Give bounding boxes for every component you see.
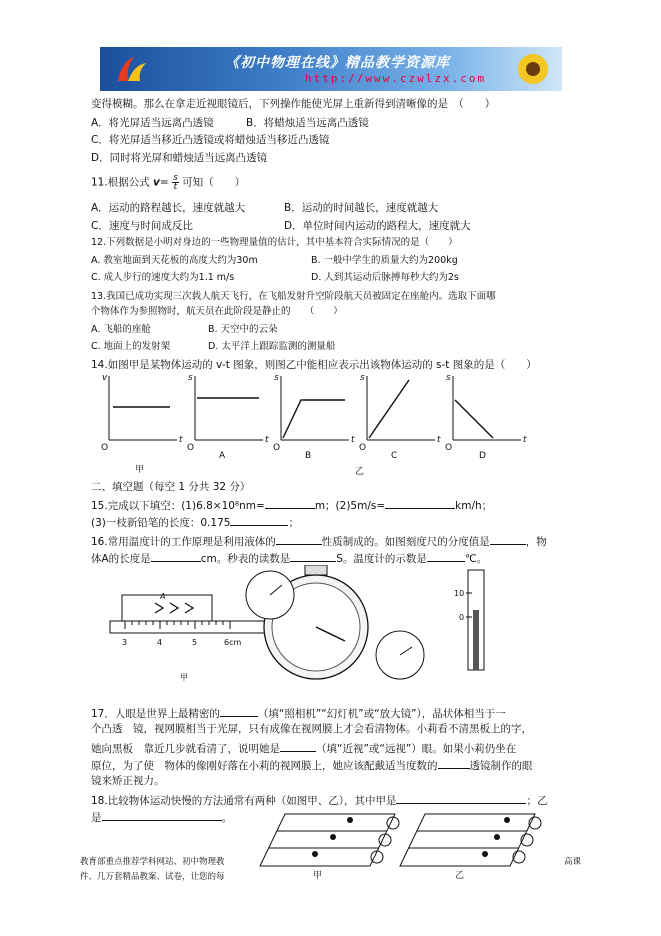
- fig-jia-label: 甲: [135, 465, 145, 475]
- q18-blank-2[interactable]: [102, 809, 222, 821]
- origin-label: O: [101, 443, 109, 453]
- q12-option-a: A. 教室地面到天花板的高度大约为30m: [91, 255, 258, 266]
- formula-v: v: [153, 176, 160, 189]
- svg-text:O: O: [445, 443, 453, 453]
- svg-text:t: t: [523, 435, 527, 445]
- q12-option-c: C. 成人步行的速度大约为1.1 m/s: [91, 272, 235, 283]
- q15-blank-3[interactable]: [230, 514, 288, 526]
- q16-blank-2[interactable]: [490, 533, 526, 545]
- q10-option-b: B．将蜡烛适当远离凸透镜: [246, 117, 369, 129]
- svg-text:t: t: [265, 435, 269, 445]
- q17-line4: 原位，为了使 物体的像刚好落在小莉的视网膜上，她应该配戴适当度数的 透镜制作的眼: [91, 757, 533, 773]
- q13-option-b: B. 天空中的云朵: [208, 324, 278, 335]
- q17-line5: 镜来矫正视力。: [91, 775, 165, 787]
- q10-stem: 变得模糊。那么在拿走近视眼镜后，下列操作能使光屏上重新得到清晰像的是 （ ）: [91, 98, 496, 110]
- fig-yi-label: 乙: [355, 467, 365, 477]
- graph-c-st: [367, 376, 435, 440]
- sunflower-icon: [510, 51, 556, 87]
- svg-text:s: s: [446, 373, 451, 383]
- svg-text:10: 10: [454, 589, 465, 598]
- q12-stem: 12.下列数据是小明对身边的一些物理量值的估计，其中基本符合实际情况的是（ ）: [91, 237, 458, 248]
- q13-option-d: D. 太平洋上跟踪监测的测量船: [208, 341, 336, 352]
- q18-line2: 是 。: [91, 809, 232, 825]
- graph-a-st: [195, 376, 263, 440]
- svg-text:4: 4: [157, 638, 163, 647]
- ruler-fig-jia-label: 甲: [180, 673, 188, 682]
- svg-text:0: 0: [459, 613, 465, 622]
- q14-stem: 14.如图甲是某物体运动的 v-t 图象，则图乙中能相应表示出该物体运动的 s-t 图象的是（ ）: [91, 359, 537, 371]
- axis-v-label: v: [102, 373, 108, 383]
- q13-stem-line1: 13.我国已成功实现三次载人航天飞行，在飞船发射升空阶段航天员被固定在座舱内。选取下面哪: [91, 291, 496, 302]
- svg-text:3: 3: [122, 638, 128, 647]
- q17-line2: 个凸透 镜，视网膜相当于光屏，只有成像在视网膜上才会看清物体。小莉看不清黑板上的字，: [91, 723, 532, 735]
- q16-blank-4[interactable]: [290, 550, 336, 562]
- banner-url[interactable]: http://www.czwlzx.com: [305, 72, 487, 85]
- q11-stem: 11.根据公式 v= $\frac{s}{t}$ 可知（ ）: [91, 173, 246, 192]
- graph-jia-vt: [109, 376, 177, 440]
- q12-option-b: B. 一般中学生的质量大约为200kg: [311, 255, 458, 266]
- q11-option-c: C．速度与时间成反比: [91, 220, 193, 232]
- q15-line2: (3)一枝新铅笔的长度：0.175 ；: [91, 514, 299, 530]
- q17-blank-3[interactable]: [438, 757, 470, 769]
- q16-figures: [100, 565, 530, 695]
- q16-blank-1[interactable]: [276, 533, 322, 545]
- q18-fig-yi-label: 乙: [455, 871, 465, 881]
- q16-blank-3[interactable]: [151, 550, 201, 562]
- fig-b-label: B: [305, 451, 312, 461]
- svg-text:t: t: [179, 435, 183, 445]
- q11-option-a: A．运动的路程越长，速度就越大: [91, 202, 246, 214]
- q18-figures: [255, 806, 555, 881]
- q16-line2: 体A的长度是 cm。秒表的读数是 S。温度计的示数是 ℃。: [91, 550, 487, 566]
- svg-text:O: O: [187, 443, 195, 453]
- svg-text:t: t: [437, 435, 441, 445]
- footer-line1: 教育部重点推荐学科网站、初中物理教: [80, 857, 225, 867]
- q18-blank-1[interactable]: [396, 792, 526, 804]
- q18-line1: 18.比较物体运动快慢的方法通常有两种（如图甲、乙），其中甲是 ；乙: [91, 792, 547, 808]
- svg-text:s: s: [274, 373, 279, 383]
- q10-option-c: C．将光屏适当移近凸透镜或将蜡烛适当移近凸透镜: [91, 134, 330, 146]
- q16-line1: 16.常用温度计的工作原理是利用液体的 性质制成的。如图刻度尺的分度值是 ，物: [91, 533, 547, 549]
- svg-text:t: t: [351, 435, 355, 445]
- q18-fig-jia-label: 甲: [313, 871, 323, 881]
- q15-blank-1[interactable]: [265, 497, 315, 509]
- svg-text:5: 5: [192, 638, 198, 647]
- footer-line1-right: 高课: [564, 857, 582, 867]
- q14-graphs: [95, 370, 535, 480]
- q17-blank-1[interactable]: [220, 705, 258, 717]
- formula-numerator: s: [173, 173, 178, 183]
- section-heading: 二、填空题（每空 1 分共 32 分）: [91, 481, 251, 493]
- site-logo-icon: [114, 53, 150, 85]
- q17-line3: 她向黑板 靠近几步就看清了，说明她是 （填“近视”或“远视”）眼。如果小莉仍坐在: [91, 740, 516, 756]
- footer-line2: 件、几万套精品教案、试卷，让您的每: [80, 872, 225, 882]
- q11-option-d: D．单位时间内运动的路程大，速度就大: [284, 220, 471, 232]
- thermometer-figure: [454, 570, 484, 670]
- formula-denominator: t: [173, 182, 178, 192]
- svg-text:O: O: [359, 443, 367, 453]
- q10-option-d: D．同时将光屏和蜡烛适当远离凸透镜: [91, 152, 268, 164]
- q10-option-a: A．将光屏适当远离凸透镜: [91, 117, 214, 129]
- q13-option-c: C. 地面上的发射架: [91, 341, 171, 352]
- ruler-figure: [110, 592, 270, 682]
- block-a-label: A: [160, 592, 166, 601]
- q17-blank-2[interactable]: [280, 740, 316, 752]
- fig-a-label: A: [219, 451, 226, 461]
- fig-d-label: D: [479, 451, 486, 461]
- svg-text:O: O: [273, 443, 281, 453]
- q13-option-a: A. 飞船的座舱: [91, 324, 151, 335]
- q17-line1: 17．人眼是世界上最精密的 （填“照相机”“幻灯机”或“放大镜”），晶状体相当于一: [91, 705, 506, 721]
- stopwatch-figure: [246, 565, 424, 679]
- svg-text:6cm: 6cm: [224, 638, 242, 647]
- fig-c-label: C: [391, 451, 398, 461]
- q12-option-d: D. 人到其运动后脉搏每秒大约为2s: [311, 272, 459, 283]
- q16-blank-5[interactable]: [427, 550, 465, 562]
- banner-title: 《初中物理在线》精品教学资源库: [225, 55, 450, 71]
- q11-option-b: B．运动的时间越长，速度就越大: [284, 202, 439, 214]
- q15-blank-2[interactable]: [385, 497, 455, 509]
- graph-b-st: [281, 376, 349, 440]
- graph-d-st: [453, 376, 521, 440]
- q13-stem-line2: 个物体作为参照物时，航天员在此阶段是静止的 （ ）: [91, 306, 343, 317]
- q15-line1: 15.完成以下填空：(1)6.8×10⁸nm= m；(2)5m/s= km/h；: [91, 497, 492, 513]
- site-banner: [100, 47, 562, 91]
- svg-text:s: s: [360, 373, 365, 383]
- svg-text:s: s: [188, 373, 193, 383]
